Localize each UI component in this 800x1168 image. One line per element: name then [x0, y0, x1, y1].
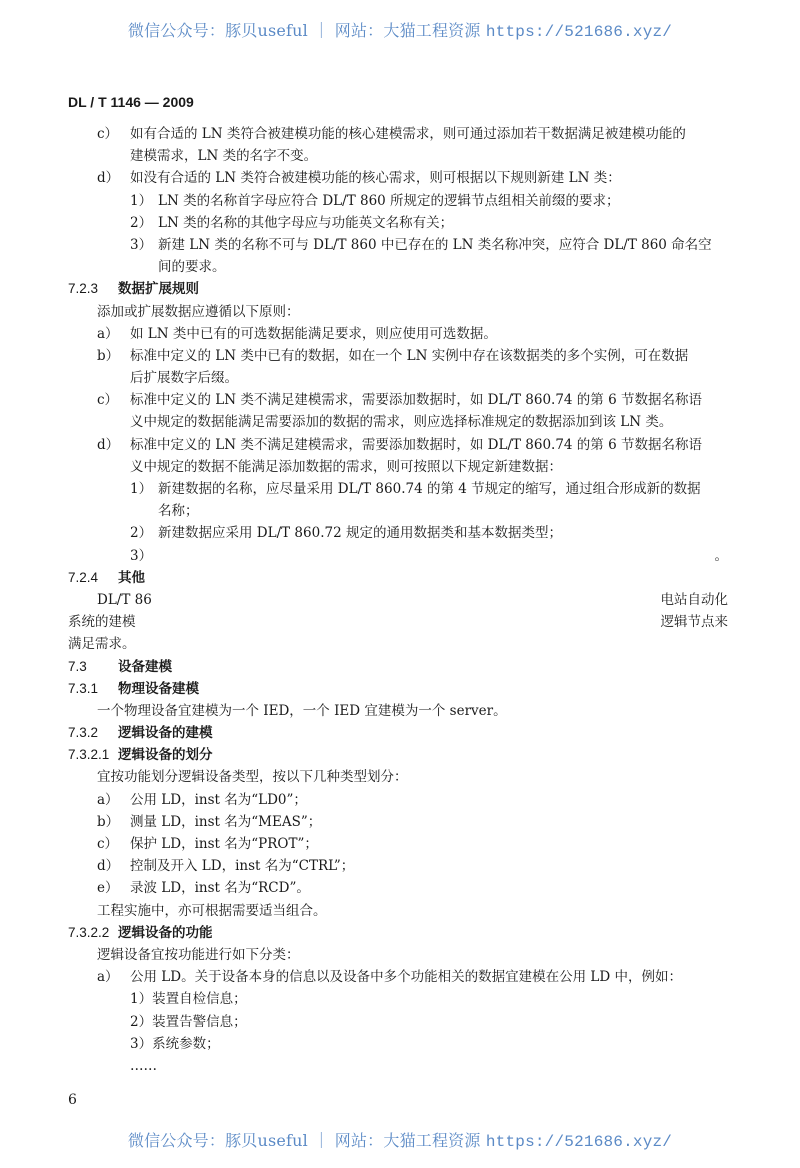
line-text-right: 。: [714, 547, 728, 564]
line-text: LN 类的名称首字母应符合 DL/T 860 所规定的逻辑节点组相关前缀的要求；: [158, 192, 620, 209]
list-label: 2）: [130, 214, 153, 231]
paragraph-line: [68, 589, 728, 611]
paragraph-line: [68, 545, 728, 567]
paragraph-line: [68, 256, 728, 278]
paragraph-line: [68, 855, 728, 877]
line-text: 逻辑设备的划分: [118, 747, 213, 763]
paragraph-line: [68, 434, 728, 456]
list-label: b）: [97, 347, 120, 364]
line-text: 建模需求，LN 类的名字不变。: [130, 148, 318, 165]
line-text: 3）系统参数；: [130, 1035, 220, 1052]
line-text: 设备建模: [118, 658, 172, 674]
paragraph-line: [68, 611, 728, 633]
paragraph-line: [68, 766, 728, 788]
list-label: b）: [97, 813, 120, 830]
line-text: 物理设备建模: [118, 680, 199, 696]
line-text: 数据扩展规则: [118, 281, 199, 297]
section-heading: [68, 722, 728, 744]
paragraph-line: [68, 877, 728, 899]
page-number: 6: [68, 1092, 77, 1108]
paragraph-line: [68, 367, 728, 389]
paragraph-line: [68, 478, 728, 500]
line-text: 逻辑设备宜按功能进行如下分类：: [97, 946, 300, 963]
line-text: 新建数据应采用 DL/T 860.72 规定的通用数据类和基本数据类型；: [158, 525, 562, 542]
line-text: 如没有合适的 LN 类符合被建模功能的核心需求，则可根据以下规则新建 LN 类：: [130, 170, 621, 187]
list-label: d）: [97, 170, 120, 187]
section-number: 7.3.2: [68, 725, 99, 741]
paragraph-line: [68, 966, 728, 988]
line-text: 公用 LD，inst 名为“LD0”；: [130, 791, 307, 808]
section-number: 7.3.2.1: [68, 747, 110, 763]
line-text: 其他: [118, 569, 145, 585]
line-text: 一个物理设备宜建模为一个 IED，一个 IED 宜建模为一个 server。: [97, 702, 507, 719]
paragraph-line: [68, 633, 728, 655]
line-text: 系统的建模: [68, 614, 136, 631]
section-number: 7.3.2.2: [68, 924, 110, 940]
paragraph-line: [68, 167, 728, 189]
section-number: 7.3: [68, 658, 87, 674]
list-label: a）: [97, 969, 119, 986]
section-heading: [68, 278, 728, 300]
list-label: 3）: [130, 236, 153, 253]
line-text: 标准中定义的 LN 类中已有的数据，如在一个 LN 实例中存在该数据类的多个实例，可在数据: [130, 347, 689, 364]
section-number: 7.3.1: [68, 680, 99, 696]
watermark-bottom: [0, 1128, 800, 1151]
line-text: 2）装置告警信息；: [130, 1013, 247, 1030]
line-text: 1）装置自检信息；: [130, 991, 247, 1008]
paragraph-line: [68, 900, 728, 922]
paragraph-line: [68, 190, 728, 212]
paragraph-line: [68, 1055, 728, 1077]
line-text: 控制及开入 LD，inst 名为“CTRL”；: [130, 858, 355, 875]
paragraph-line: [68, 944, 728, 966]
paragraph-line: [68, 411, 728, 433]
list-label: e）: [97, 880, 119, 897]
paragraph-line: [68, 1033, 728, 1055]
paragraph-line: [68, 500, 728, 522]
watermark-top: [0, 18, 800, 41]
paragraph-line: [68, 789, 728, 811]
paragraph-line: [68, 234, 728, 256]
line-text: 义中规定的数据不能满足添加数据的需求，则可按照以下规定新建数据：: [130, 458, 562, 475]
line-text: 逻辑设备的建模: [118, 725, 213, 741]
paragraph-line: [68, 988, 728, 1010]
line-text: 名称；: [158, 503, 199, 520]
section-heading: [68, 656, 728, 678]
list-label: c）: [97, 126, 119, 142]
standard-code: DL / T 1146 — 2009: [68, 94, 194, 110]
paragraph-line: [68, 389, 728, 411]
paragraph-line: [68, 123, 728, 145]
line-text-right: 电站自动化: [660, 591, 728, 608]
list-label: a）: [97, 791, 119, 808]
section-heading: [68, 567, 728, 589]
line-text: 宜按功能划分逻辑设备类型，按以下几种类型划分：: [97, 769, 408, 786]
line-text: 间的要求。: [158, 259, 226, 276]
watermark-text: 微信公众号：豚贝useful ｜ 网站：大猫工程资源: [127, 21, 486, 40]
line-text: 录波 LD，inst 名为“RCD”。: [130, 880, 310, 897]
section-number: 7.2.4: [68, 569, 99, 585]
paragraph-line: [68, 811, 728, 833]
paragraph-line: [68, 301, 728, 323]
section-heading: [68, 744, 728, 766]
line-text: 新建 LN 类的名称不可与 DL/T 860 中已存在的 LN 类名称冲突，应符合 DL/T 860 命名空: [158, 236, 712, 253]
line-text: LN 类的名称的其他字母应与功能英文名称有关；: [158, 214, 454, 231]
line-text: ……: [130, 1057, 157, 1074]
line-text: 工程实施中，亦可根据需要适当组合。: [97, 902, 327, 919]
section-number: 7.2.3: [68, 281, 99, 297]
line-text: 如有合适的 LN 类符合被建模功能的核心建模需求，则可通过添加若干数据满足被建模功能的: [130, 126, 686, 142]
list-label: 1）: [130, 481, 153, 497]
document-body: [68, 123, 728, 1077]
section-heading: [68, 922, 728, 944]
list-label: d）: [97, 436, 120, 453]
list-label: d）: [97, 858, 120, 875]
line-text: 新建数据的名称，应尽量采用 DL/T 860.74 的第 4 节规定的缩写，通过组合形成新的数据: [158, 481, 701, 497]
paragraph-line: [68, 345, 728, 367]
line-text: 测量 LD，inst 名为“MEAS”；: [130, 813, 322, 830]
list-label: 2）: [130, 525, 153, 542]
paragraph-line: [68, 833, 728, 855]
line-text: 标准中定义的 LN 类不满足建模需求，需要添加数据时，如 DL/T 860.74 的第 6 节数据名称语: [130, 436, 702, 453]
list-label: c）: [97, 836, 119, 852]
watermark-text: 微信公众号：豚贝useful ｜ 网站：大猫工程资源: [127, 1131, 486, 1150]
line-text: 添加或扩展数据应遵循以下原则：: [97, 303, 300, 320]
paragraph-line: [68, 522, 728, 544]
line-text: 如 LN 类中已有的可选数据能满足要求，则应使用可选数据。: [130, 325, 497, 342]
paragraph-line: [68, 700, 728, 722]
line-text: 保护 LD，inst 名为“PROT”；: [130, 836, 318, 852]
watermark-url: https://521686.xyz/: [485, 1133, 673, 1151]
watermark-url: https://521686.xyz/: [485, 23, 673, 41]
section-heading: [68, 678, 728, 700]
paragraph-line: [68, 212, 728, 234]
paragraph-line: [68, 1011, 728, 1033]
list-label: c）: [97, 392, 119, 409]
line-text: DL/T 86: [97, 591, 152, 608]
list-label: a）: [97, 325, 119, 342]
list-label: 1）: [130, 192, 153, 209]
list-label: 3）: [130, 547, 153, 564]
line-text-right: 逻辑节点来: [660, 614, 728, 631]
paragraph-line: [68, 145, 728, 167]
line-text: 标准中定义的 LN 类不满足建模需求，需要添加数据时，如 DL/T 860.74 的第 6 节数据名称语: [130, 392, 702, 409]
paragraph-line: [68, 323, 728, 345]
line-text: 后扩展数字后缀。: [130, 370, 238, 387]
line-text: 满足需求。: [68, 636, 136, 653]
line-text: 义中规定的数据能满足需要添加的数据的需求，则应选择标准规定的数据添加到该 LN 类。: [130, 414, 673, 431]
paragraph-line: [68, 456, 728, 478]
line-text: 公用 LD。关于设备本身的信息以及设备中多个功能相关的数据宜建模在公用 LD 中，例如：: [130, 969, 682, 986]
line-text: 逻辑设备的功能: [118, 924, 213, 940]
